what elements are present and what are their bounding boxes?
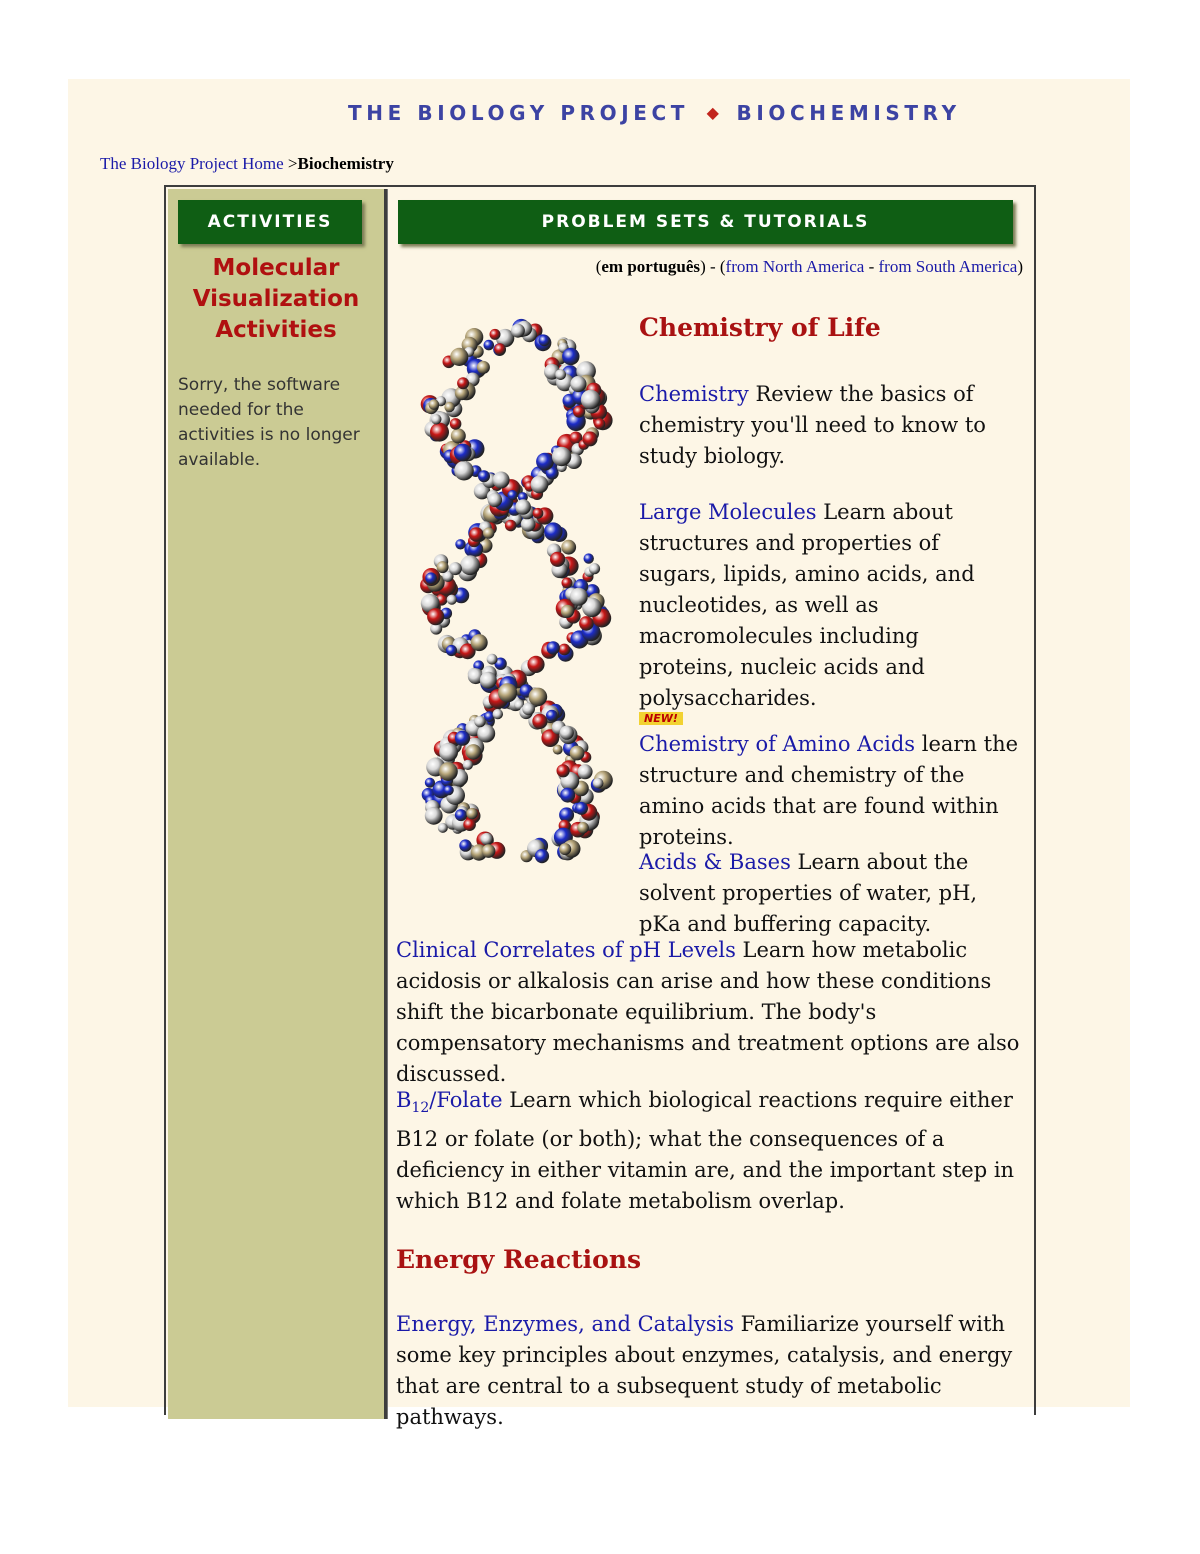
atom-sphere: [450, 418, 462, 430]
atom-sphere: [544, 522, 563, 541]
b12-link-main: B: [396, 1088, 412, 1112]
entry-clinical-ph: [396, 935, 1026, 1090]
page: [68, 79, 1130, 1429]
breadcrumb-current: Biochemistry: [297, 154, 394, 173]
atom-sphere: [589, 563, 600, 574]
b12-folate-desc: Learn which biological reactions require either B12 or folate (or both); what the consequences of a deficiency in either vitamin are, and the important step in which B12 and folate metabolism overlap.: [396, 1088, 1015, 1214]
north-america-link[interactable]: from North America: [725, 257, 865, 276]
atom-sphere: [493, 709, 503, 719]
atom-sphere: [457, 377, 469, 389]
sidebar-message: Sorry, the software needed for the activities is no longer available.: [178, 375, 360, 470]
atom-sphere: [570, 588, 588, 606]
atom-sphere: [531, 476, 549, 494]
atom-sphere: [550, 552, 565, 567]
atom-sphere: [532, 714, 547, 729]
dna-molecule-image: [416, 317, 616, 867]
atom-sphere: [429, 399, 440, 410]
molecular-visualization-title: Molecular Visualization Activities: [192, 255, 360, 343]
content-frame: [164, 185, 1036, 1429]
b12-folate-link[interactable]: [396, 1088, 503, 1117]
atom-sphere: [493, 472, 510, 489]
atom-sphere: [466, 808, 477, 819]
atom-sphere: [425, 807, 443, 825]
atom-sphere: [446, 645, 457, 656]
atom-sphere: [439, 762, 458, 781]
entry-large-molecules: [639, 497, 1019, 714]
language-links: [596, 257, 1023, 277]
atom-sphere: [561, 540, 576, 555]
atom-sphere: [575, 802, 588, 815]
portuguese-label: em português: [601, 257, 701, 276]
atom-sphere: [454, 444, 472, 462]
problem-sets-heading: PROBLEM SETS & TUTORIALS: [398, 200, 1013, 244]
site-banner: [348, 101, 968, 127]
chemistry-desc: Review the basics of chemistry you'll need to know to study biology.: [639, 382, 986, 468]
atom-sphere: [455, 809, 467, 821]
atom-sphere: [570, 746, 585, 761]
entry-b12-folate: [396, 1085, 1026, 1217]
atom-sphere: [425, 572, 437, 584]
atom-sphere: [480, 672, 497, 689]
entry-amino-acids: [639, 729, 1019, 853]
chemistry-link[interactable]: Chemistry: [639, 382, 749, 406]
b12-link-tail: /Folate: [429, 1088, 503, 1112]
atom-sphere: [451, 428, 466, 443]
main-content: [387, 189, 1033, 1429]
atom-sphere: [450, 348, 468, 366]
sidebar: [168, 189, 387, 1419]
atom-sphere: [594, 418, 605, 429]
chemistry-of-life-heading: Chemistry of Life: [639, 313, 881, 342]
atom-sphere: [546, 710, 558, 722]
paren-close: ): [1017, 257, 1023, 276]
acids-bases-desc: Learn about the solvent properties of water, pH, pKa and buffering capacity.: [639, 850, 978, 936]
activities-heading: ACTIVITIES: [178, 200, 362, 244]
atom-sphere: [562, 348, 579, 365]
atom-sphere: [449, 562, 462, 575]
b12-link-sub: 12: [411, 1100, 430, 1117]
breadcrumb-home-link[interactable]: The Biology Project Home: [100, 154, 284, 173]
atom-sphere: [560, 788, 575, 803]
atom-sphere: [593, 778, 604, 789]
atom-sphere: [425, 778, 435, 788]
energy-enzymes-link[interactable]: Energy, Enzymes, and Catalysis: [396, 1312, 734, 1336]
banner-right: BIOCHEMISTRY: [736, 101, 961, 125]
atom-sphere: [498, 683, 517, 702]
atom-sphere: [562, 577, 573, 588]
atom-sphere: [469, 527, 483, 541]
atom-sphere: [555, 369, 566, 380]
atom-sphere: [477, 361, 490, 374]
amino-acids-link[interactable]: Chemistry of Amino Acids: [639, 732, 916, 756]
atom-sphere: [505, 520, 517, 532]
atom-sphere: [507, 490, 517, 500]
entry-chemistry: [639, 379, 1019, 472]
atom-sphere: [484, 340, 495, 351]
atom-sphere: [454, 461, 474, 481]
atom-sphere: [444, 785, 454, 795]
atom-sphere: [581, 390, 601, 410]
atom-sphere: [515, 499, 531, 515]
atom-sphere: [527, 656, 544, 673]
atom-sphere: [579, 616, 594, 631]
lang-sep: ) - (: [700, 257, 726, 276]
atom-sphere: [559, 644, 571, 656]
breadcrumb-separator: >: [283, 154, 298, 173]
atom-sphere: [483, 527, 494, 538]
atom-sphere: [511, 324, 525, 338]
atom-sphere: [460, 555, 480, 575]
atom-sphere: [444, 402, 454, 412]
breadcrumb: [100, 154, 394, 174]
new-badge-icon: NEW!: [639, 712, 683, 725]
entry-acids-bases: [396, 847, 1016, 940]
atom-sphere: [584, 553, 594, 563]
atom-sphere: [570, 376, 586, 392]
atom-sphere: [466, 744, 482, 760]
atom-sphere: [438, 823, 448, 833]
atom-sphere: [455, 539, 465, 549]
atom-sphere: [478, 470, 490, 482]
atom-sphere: [560, 726, 574, 740]
amino-acids-desc: learn the structure and chemistry of the amino acids that are found within proteins.: [639, 732, 1019, 849]
lang-dash: -: [864, 257, 879, 276]
atom-sphere: [557, 764, 570, 777]
atom-sphere: [455, 731, 470, 746]
atom-sphere: [487, 654, 498, 665]
atom-sphere: [536, 453, 554, 471]
atom-sphere: [494, 343, 506, 355]
atom-sphere: [583, 431, 598, 446]
atom-sphere: [561, 605, 574, 618]
large-molecules-desc: Learn about structures and properties of sugars, lipids, amino acids, and nucleotides, as well as macromolecules including proteins, nucleic acids and polysaccharides.: [639, 500, 975, 710]
energy-reactions-heading: Energy Reactions: [396, 1245, 642, 1274]
atom-sphere: [547, 641, 560, 654]
atom-sphere: [488, 493, 502, 507]
clinical-ph-desc: Learn how metabolic acidosis or alkalosis can arise and how these conditions shift the bicarbonate equilibrium. The body's compensatory mechanisms and treatment options are also discussed.: [396, 938, 1020, 1086]
atom-sphere: [533, 508, 544, 519]
atom-sphere: [431, 414, 441, 424]
banner-left: THE BIOLOGY PROJECT: [348, 101, 690, 125]
entry-energy-enzymes: [396, 1309, 1026, 1433]
atom-sphere: [553, 745, 563, 755]
atom-sphere: [463, 760, 473, 770]
atom-sphere: [437, 561, 449, 573]
energy-enzymes-desc: Familiarize yourself with some key principles about enzymes, catalysis, and energy that are central to a subsequent study of metabolic pathways.: [396, 1312, 1013, 1429]
atom-sphere: [463, 818, 476, 831]
atom-sphere: [577, 822, 589, 834]
atom-sphere: [481, 833, 493, 845]
large-molecules-link[interactable]: Large Molecules: [639, 500, 817, 524]
atom-sphere: [430, 423, 449, 442]
diamond-icon: ◆: [706, 103, 719, 122]
atom-sphere: [552, 447, 571, 466]
paren-open: (: [595, 257, 602, 276]
clinical-ph-link[interactable]: Clinical Correlates of pH Levels: [396, 938, 736, 962]
atom-sphere: [539, 335, 550, 346]
acids-bases-link[interactable]: Acids & Bases: [639, 850, 791, 874]
atom-sphere: [427, 608, 444, 625]
atom-sphere: [490, 329, 501, 340]
atom-sphere: [439, 743, 458, 762]
atom-sphere: [474, 716, 485, 727]
south-america-link[interactable]: from South America: [878, 257, 1018, 276]
atom-sphere: [471, 634, 488, 651]
atom-sphere: [529, 688, 548, 707]
atom-sphere: [447, 595, 457, 605]
atom-sphere: [578, 764, 593, 779]
